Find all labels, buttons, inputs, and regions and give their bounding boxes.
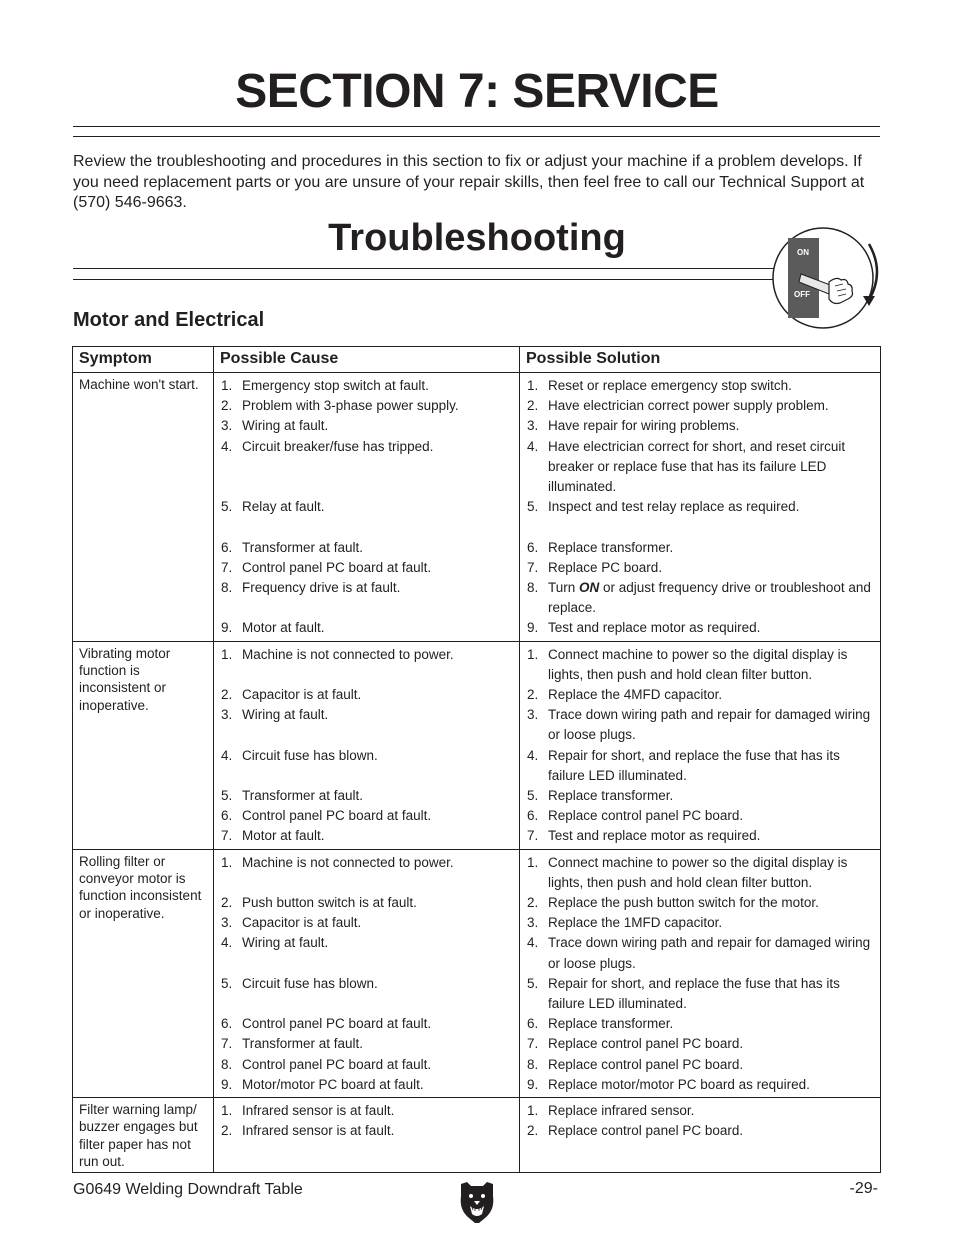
item-text: Wiring at fault. [242, 418, 329, 434]
item-text: Relay at fault. [242, 499, 325, 515]
item-text-pre: Turn [548, 580, 580, 596]
spacer [220, 954, 513, 974]
header-possible-solution: Possible Solution [520, 347, 881, 373]
list-item [526, 1075, 874, 1095]
spacer [526, 517, 874, 537]
header-symptom: Symptom [73, 347, 214, 373]
list-item [220, 913, 513, 933]
item-number: 4. [221, 747, 233, 763]
list-item [526, 497, 874, 517]
table-row [73, 373, 881, 642]
item-text: Wiring at fault. [242, 707, 329, 723]
list-item [220, 1101, 513, 1121]
item-number: 8. [221, 579, 233, 595]
item-number: 2. [221, 398, 233, 414]
bear-logo-icon [457, 1178, 497, 1224]
item-number: 2. [527, 1123, 539, 1139]
intro-paragraph: Review the troubleshooting and procedures in this section to fix or adjust your machine if a problem develops. If you need replacement parts or you are unsure of your repair skills, then feel free to call our Technical Support at (570) 546-9663. [73, 153, 865, 211]
list-item [220, 376, 513, 396]
item-number: 1. [527, 646, 539, 662]
list-item [220, 806, 513, 826]
list-item [526, 685, 874, 705]
item-number: 5. [221, 975, 233, 991]
item-text: Control panel PC board at fault. [242, 1016, 432, 1032]
symptom-cell: Filter warning lamp/ buzzer engages but filter paper has not run out. [73, 1098, 214, 1173]
list-item [220, 1121, 513, 1141]
troubleshooting-title: Troubleshooting [328, 217, 626, 259]
list-item [220, 1034, 513, 1054]
spacer [220, 873, 513, 893]
footer-model: G0649 Welding Downdraft Table [73, 1181, 303, 1198]
item-text: Circuit fuse has blown. [242, 975, 378, 991]
item-number: 7. [221, 1036, 233, 1052]
item-text: Have electrician correct power supply problem. [548, 398, 829, 414]
list-item [526, 1034, 874, 1054]
list-item [526, 705, 874, 745]
item-text: Circuit fuse has blown. [242, 747, 378, 763]
list-item [526, 1121, 874, 1141]
item-text-emphasis: ON [579, 580, 600, 596]
item-number: 6. [221, 1016, 233, 1032]
item-text: Replace transformer. [548, 539, 674, 555]
troubleshooting-rule-bottom [73, 279, 791, 280]
item-text: Problem with 3-phase power supply. [242, 398, 459, 414]
item-number: 4. [527, 935, 539, 951]
list-item [220, 538, 513, 558]
item-number: 6. [527, 808, 539, 824]
list-item [526, 538, 874, 558]
list-item [526, 416, 874, 436]
item-text: Motor at fault. [242, 620, 325, 636]
item-number: 4. [527, 747, 539, 763]
list-item [220, 1014, 513, 1034]
item-number: 4. [221, 935, 233, 951]
item-number: 4. [221, 438, 233, 454]
item-text: Replace the 4MFD capacitor. [548, 687, 723, 703]
item-text: Repair for short, and replace the fuse that has its failure LED illuminated. [548, 747, 840, 783]
item-number: 7. [527, 1036, 539, 1052]
page-number: -29- [849, 1180, 878, 1197]
spacer [220, 994, 513, 1014]
list-item [526, 618, 874, 638]
item-text: Repair for short, and replace the fuse that has its failure LED illuminated. [548, 975, 840, 1012]
list-item [220, 685, 513, 705]
list-item [220, 618, 513, 638]
item-number: 3. [527, 915, 539, 931]
item-number: 7. [221, 559, 233, 575]
list-item [526, 376, 874, 396]
spacer [220, 766, 513, 786]
item-number: 1. [221, 646, 233, 662]
item-text: Have electrician correct for short, and reset circuit breaker or replace fuse that has its failure LED illuminated. [548, 438, 846, 495]
item-number: 1. [527, 854, 539, 870]
item-number: 1. [221, 854, 233, 870]
item-number: 5. [221, 499, 233, 515]
item-number: 2. [527, 895, 539, 911]
item-number: 9. [221, 620, 233, 636]
list-item [526, 558, 874, 578]
item-text: Motor at fault. [242, 828, 325, 844]
item-text: Control panel PC board at fault. [242, 559, 432, 575]
item-number: 3. [221, 915, 233, 931]
item-number: 1. [527, 1103, 539, 1119]
item-number: 3. [527, 418, 539, 434]
item-number: 8. [221, 1056, 233, 1072]
item-text: Control panel PC board at fault. [242, 808, 432, 824]
list-item [526, 1014, 874, 1034]
list-item [220, 396, 513, 416]
cause-cell [214, 373, 520, 642]
list-item [220, 746, 513, 766]
list-item [220, 933, 513, 953]
list-item [526, 913, 874, 933]
spacer [220, 517, 513, 537]
item-text: Replace the push button switch for the motor. [548, 895, 819, 911]
list-item [220, 853, 513, 873]
list-item [526, 396, 874, 416]
list-item [220, 826, 513, 846]
item-number: 2. [527, 398, 539, 414]
item-text: Have repair for wiring problems. [548, 418, 740, 434]
item-text: Replace control panel PC board. [548, 1123, 744, 1139]
item-text: Trace down wiring path and repair for damaged wiring or loose plugs. [548, 935, 871, 971]
item-number: 6. [221, 808, 233, 824]
item-text: Replace control panel PC board. [548, 1036, 744, 1052]
list-item [526, 806, 874, 826]
item-number: 3. [221, 707, 233, 723]
list-item [220, 558, 513, 578]
item-text: Infrared sensor is at fault. [242, 1103, 395, 1119]
list-item [526, 1101, 874, 1121]
list-item [220, 578, 513, 598]
item-text: Connect machine to power so the digital display is lights, then push and hold clean filter button. [548, 854, 848, 890]
item-number: 7. [527, 559, 539, 575]
solution-cell [520, 373, 881, 642]
list-item [526, 746, 874, 786]
item-text: Replace infrared sensor. [548, 1103, 695, 1119]
item-text: Circuit breaker/fuse has tripped. [242, 438, 434, 454]
spacer [220, 665, 513, 685]
section-rule-bottom [73, 136, 880, 137]
item-number: 1. [527, 378, 539, 393]
item-number: 2. [221, 895, 233, 911]
item-text: Capacitor is at fault. [242, 915, 362, 931]
solution-cell [520, 849, 881, 1097]
item-number: 9. [221, 1076, 233, 1092]
item-text: Frequency drive is at fault. [242, 579, 401, 595]
symptom-cell: Vibrating motor function is inconsistent or inoperative. [73, 641, 214, 849]
item-text: Replace control panel PC board. [548, 808, 744, 824]
section-rule-top [73, 126, 880, 127]
spacer [220, 457, 513, 477]
list-item [220, 705, 513, 725]
list-item [526, 1055, 874, 1075]
item-number: 7. [527, 828, 539, 844]
subsection-title: Motor and Electrical [73, 309, 265, 331]
item-text: Test and replace motor as required. [548, 828, 761, 844]
item-text: Push button switch is at fault. [242, 895, 417, 911]
list-item [526, 853, 874, 893]
list-item [220, 437, 513, 457]
item-number: 4. [527, 438, 539, 454]
item-text: Control panel PC board at fault. [242, 1056, 432, 1072]
spacer [220, 598, 513, 618]
item-text-post: or adjust frequency drive or troubleshoot and replace. [548, 580, 871, 616]
item-text: Test and replace motor as required. [548, 620, 761, 636]
item-number: 1. [221, 378, 233, 393]
switch-off-label: OFF [794, 290, 810, 299]
list-item [220, 1055, 513, 1075]
list-item [220, 497, 513, 517]
item-text: Wiring at fault. [242, 935, 329, 951]
solution-cell [520, 1098, 881, 1173]
item-text: Replace PC board. [548, 559, 663, 575]
table-row [73, 849, 881, 1097]
list-item [220, 974, 513, 994]
item-number: 7. [221, 828, 233, 844]
item-text: Replace control panel PC board. [548, 1056, 744, 1072]
item-text: Motor/motor PC board at fault. [242, 1076, 424, 1092]
list-item [526, 578, 874, 618]
item-number: 5. [221, 788, 233, 803]
item-number: 9. [527, 620, 539, 636]
item-number: 8. [527, 580, 539, 596]
item-number: 3. [221, 418, 233, 434]
item-number: 8. [527, 1056, 539, 1072]
item-text: Emergency stop switch at fault. [242, 378, 429, 393]
on-off-switch-icon [771, 226, 887, 330]
spacer [220, 725, 513, 745]
cause-cell [214, 1098, 520, 1173]
item-number: 6. [527, 539, 539, 555]
troubleshooting-rule-top [73, 268, 780, 269]
item-text: Transformer at fault. [242, 788, 364, 803]
table-row [73, 1098, 881, 1173]
item-text: Transformer at fault. [242, 1036, 364, 1052]
item-text: Replace the 1MFD capacitor. [548, 915, 723, 931]
solution-cell [520, 641, 881, 849]
item-number: 3. [527, 707, 539, 723]
list-item [526, 437, 874, 498]
list-item [526, 933, 874, 973]
symptom-cell: Rolling filter or conveyor motor is function inconsistent or inoperative. [73, 849, 214, 1097]
item-text: Trace down wiring path and repair for damaged wiring or loose plugs. [548, 707, 871, 743]
section-title: SECTION 7: SERVICE [235, 65, 719, 118]
item-text: Machine is not connected to power. [242, 646, 454, 662]
item-text: Connect machine to power so the digital display is lights, then push and hold clean filter button. [548, 646, 848, 682]
item-text: Inspect and test relay replace as required. [548, 499, 800, 515]
list-item [220, 416, 513, 436]
item-number: 9. [527, 1076, 539, 1092]
cause-cell [214, 641, 520, 849]
list-item [526, 893, 874, 913]
list-item [220, 786, 513, 806]
item-number: 2. [221, 1123, 233, 1139]
table-header-row [73, 347, 881, 373]
list-item [526, 826, 874, 846]
header-possible-cause: Possible Cause [214, 347, 520, 373]
list-item [526, 974, 874, 1014]
item-number: 5. [527, 499, 539, 515]
item-text: Infrared sensor is at fault. [242, 1123, 395, 1139]
item-text: Reset or replace emergency stop switch. [548, 378, 792, 393]
table-row [73, 641, 881, 849]
list-item [220, 893, 513, 913]
cause-cell [214, 849, 520, 1097]
item-text: Capacitor is at fault. [242, 687, 362, 703]
item-number: 5. [527, 975, 539, 991]
item-number: 1. [221, 1103, 233, 1119]
item-number: 2. [221, 687, 233, 703]
list-item [526, 645, 874, 685]
item-text: Replace transformer. [548, 788, 674, 804]
item-number: 5. [527, 788, 539, 804]
item-text: Transformer at fault. [242, 539, 364, 555]
list-item [220, 645, 513, 665]
symptom-cell: Machine won't start. [73, 373, 214, 642]
spacer [220, 477, 513, 497]
list-item [526, 786, 874, 806]
switch-on-label: ON [797, 248, 809, 257]
item-number: 2. [527, 687, 539, 703]
item-number: 6. [527, 1016, 539, 1032]
item-text: Replace transformer. [548, 1016, 674, 1032]
troubleshooting-table [72, 346, 881, 1173]
list-item [220, 1075, 513, 1095]
item-text: Machine is not connected to power. [242, 854, 454, 870]
item-text: Replace motor/motor PC board as required. [548, 1076, 810, 1092]
item-number: 6. [221, 539, 233, 555]
